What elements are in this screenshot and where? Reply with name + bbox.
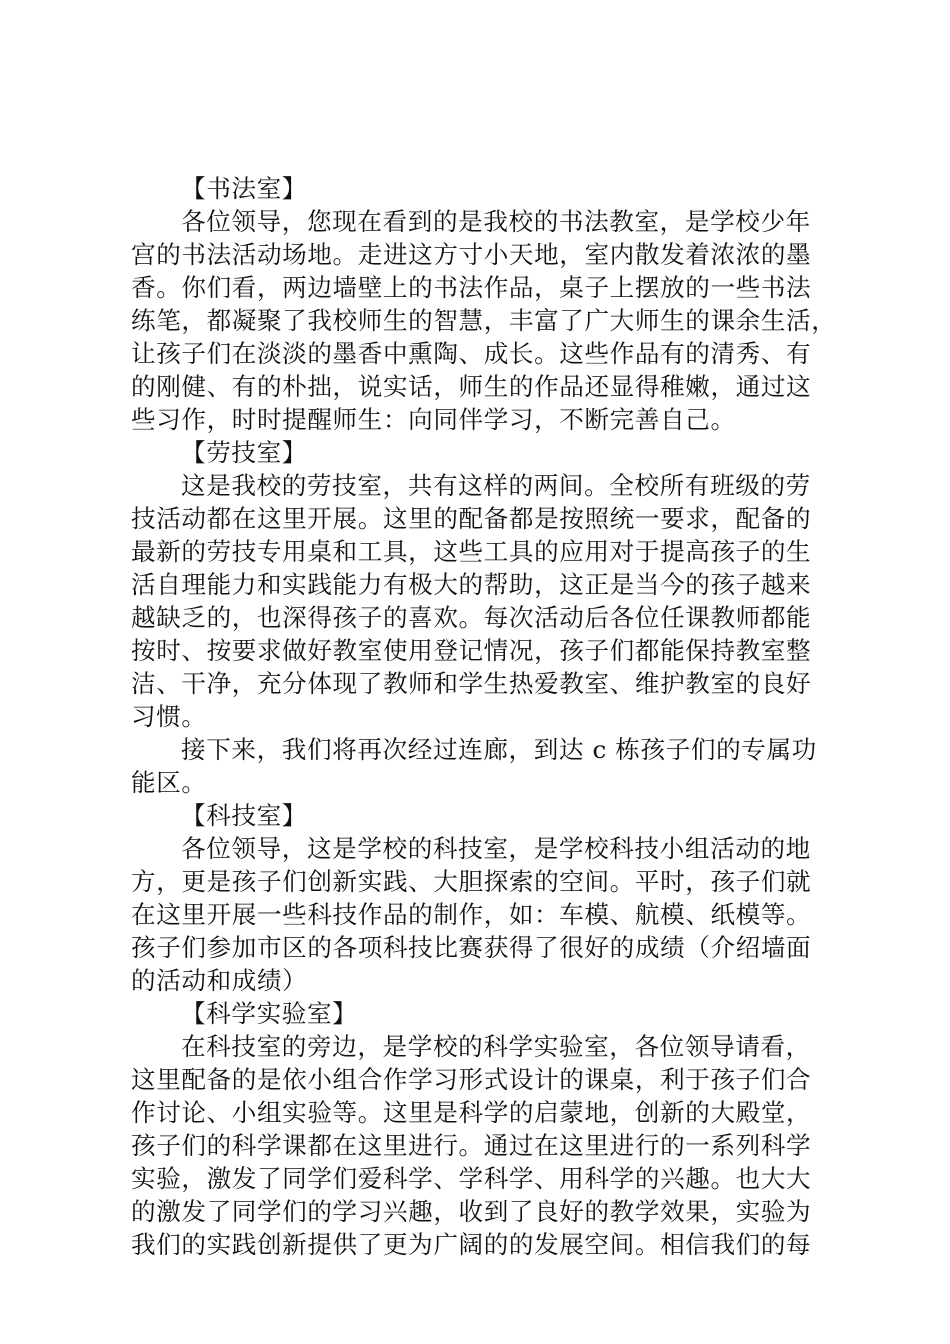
text-line: 些习作，时时提醒师生：向同伴学习，不断完善自己。 <box>131 405 736 434</box>
text-line: 在科技室的旁边，是学校的科学实验室，各位领导请看， <box>181 1032 811 1061</box>
text-line: 各位领导，您现在看到的是我校的书法教室，是学校少年 <box>181 207 811 236</box>
text-line: 的活动和成绩） <box>131 966 308 995</box>
text-line: 让孩子们在淡淡的墨香中熏陶、成长。这些作品有的清秀、有 <box>131 339 812 368</box>
text-line: 在这里开展一些科技作品的制作，如：车模、航模、纸模等。 <box>131 900 812 929</box>
text-line: 的刚健、有的朴拙，说实话，师生的作品还显得稚嫩，通过这 <box>131 372 812 401</box>
text-line: 活自理能力和实践能力有极大的帮助，这正是当今的孩子越来 <box>131 570 812 599</box>
text-line: 宫的书法活动场地。走进这方寸小天地，室内散发着浓浓的墨 <box>131 240 812 269</box>
text-line: 按时、按要求做好教室使用登记情况，孩子们都能保持教室整 <box>131 636 812 665</box>
text-line: 这里配备的是依小组合作学习形式设计的课桌，利于孩子们合 <box>131 1065 812 1094</box>
text-line: 的激发了同学们的学习兴趣，收到了良好的教学效果，实验为 <box>131 1197 812 1226</box>
text-line: 最新的劳技专用桌和工具，这些工具的应用对于提高孩子的生 <box>131 537 812 566</box>
text-line: 越缺乏的，也深得孩子的喜欢。每次活动后各位任课教师都能 <box>131 603 812 632</box>
text-line: 洁、干净，充分体现了教师和学生热爱教室、维护教室的良好 <box>131 669 812 698</box>
text-line: 习惯。 <box>131 702 207 731</box>
text-line: 这是我校的劳技室，共有这样的两间。全校所有班级的劳 <box>181 471 811 500</box>
text-line: 香。你们看，两边墙壁上的书法作品，桌子上摆放的一些书法 <box>131 273 812 302</box>
text-line: 技活动都在这里开展。这里的配备都是按照统一要求，配备的 <box>131 504 812 533</box>
text-line: 我们的实践创新提供了更为广阔的的发展空间。相信我们的每 <box>131 1230 812 1259</box>
section-heading: 【劳技室】 <box>181 438 307 467</box>
text-line: 实验，激发了同学们爱科学、学科学、用科学的兴趣。也大大 <box>131 1164 812 1193</box>
text-line: 能区。 <box>131 768 207 797</box>
text-line: 方，更是孩子们创新实践、大胆探索的空间。平时，孩子们就 <box>131 867 812 896</box>
section-heading: 【科技室】 <box>181 801 307 830</box>
text-line: 接下来，我们将再次经过连廊，到达 c 栋孩子们的专属功 <box>181 735 817 764</box>
section-heading: 【书法室】 <box>181 174 307 203</box>
section-heading: 【科学实验室】 <box>181 999 358 1028</box>
document-body <box>131 172 837 1261</box>
text-line: 练笔，都凝聚了我校师生的智慧，丰富了广大师生的课余生活， <box>131 306 837 335</box>
text-line: 各位领导，这是学校的科技室，是学校科技小组活动的地 <box>181 834 811 863</box>
text-line: 作讨论、小组实验等。这里是科学的启蒙地，创新的大殿堂， <box>131 1098 812 1127</box>
text-line: 孩子们的科学课都在这里进行。通过在这里进行的一系列科学 <box>131 1131 812 1160</box>
text-line: 孩子们参加市区的各项科技比赛获得了很好的成绩（介绍墙面 <box>131 933 812 962</box>
